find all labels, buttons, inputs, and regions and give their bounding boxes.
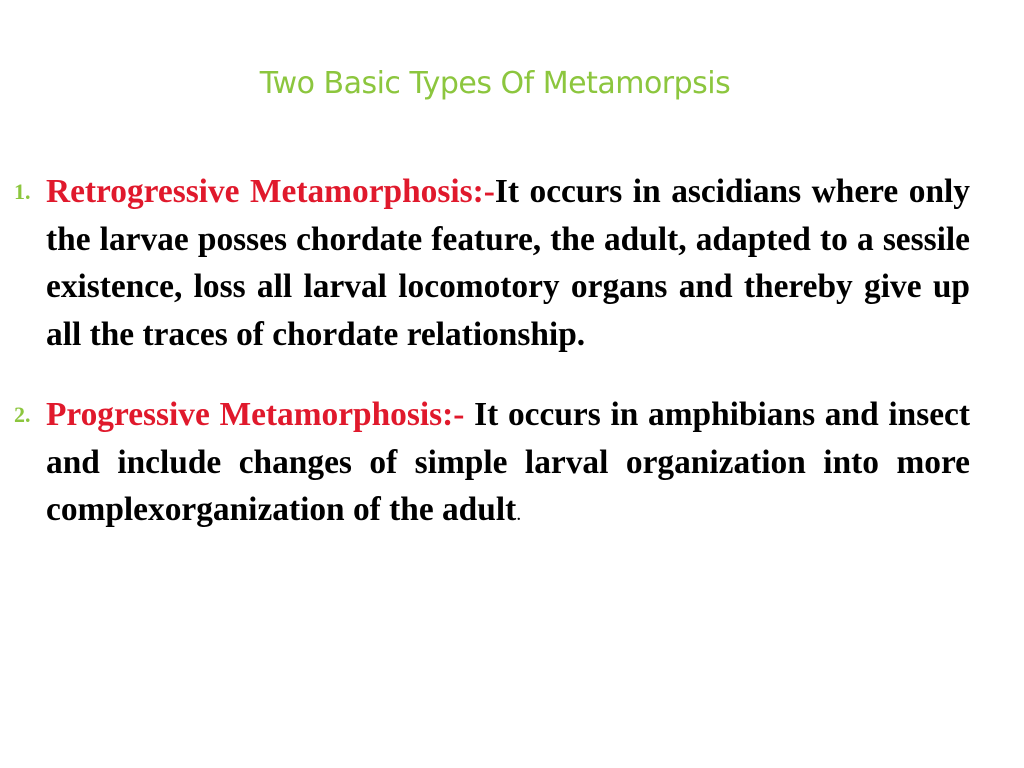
- description-tail: .: [516, 503, 522, 525]
- list-number: 2.: [14, 402, 31, 427]
- description-progressive: It occurs in amphibians and insect and include changes of simple larval organization into more complexorganization of the adult: [46, 396, 970, 528]
- list-number: 1.: [14, 179, 31, 204]
- term-progressive-metamorphosis: Progressive Metamorphosis:-: [46, 396, 465, 433]
- metamorphosis-types-list: [14, 168, 970, 539]
- description-retrogressive: It occurs in ascidians where only the larvae posses chordate feature, the adult, adapted to a sessile existence, loss all larval locomotory organs and thereby give up all the traces of chordate relationship.: [46, 173, 970, 353]
- list-item-retrogressive: [14, 168, 970, 358]
- slide-title: Two Basic Types Of Metamorpsis: [259, 66, 731, 101]
- term-retrogressive-metamorphosis: Retrogressive Metamorphosis:-: [46, 173, 495, 210]
- list-item-progressive: [14, 391, 970, 539]
